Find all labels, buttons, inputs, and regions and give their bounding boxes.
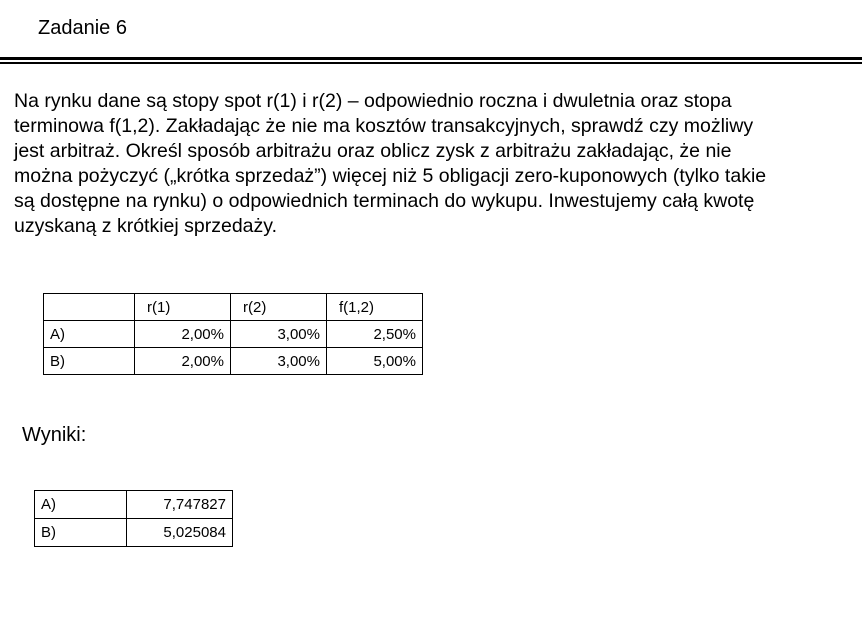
row-label: A) bbox=[44, 321, 135, 348]
table-header-cell: f(1,2) bbox=[327, 294, 423, 321]
table-cell: 3,00% bbox=[231, 321, 327, 348]
table-header-cell: r(1) bbox=[135, 294, 231, 321]
table-cell: 7,747827 bbox=[127, 491, 233, 519]
table-cell: 5,00% bbox=[327, 348, 423, 375]
paragraph-line: są dostępne na rynku) o odpowiednich terminach do wykupu. Inwestujemy całą kwotę bbox=[14, 190, 755, 212]
table-row bbox=[44, 321, 423, 348]
table-cell: 2,50% bbox=[327, 321, 423, 348]
row-label: B) bbox=[35, 519, 127, 547]
paragraph-line: uzyskaną z krótkiej sprzedaży. bbox=[14, 215, 277, 237]
header-rule-thin bbox=[0, 62, 862, 64]
rates-table bbox=[43, 293, 423, 375]
paragraph-line: można pożyczyć („krótka sprzedaż”) więcej niż 5 obligacji zero-kuponowych (tylko takie bbox=[14, 165, 767, 187]
table-header-row bbox=[44, 294, 423, 321]
table-row bbox=[35, 519, 233, 547]
table-row bbox=[35, 491, 233, 519]
table-cell: 5,025084 bbox=[127, 519, 233, 547]
table-row bbox=[44, 348, 423, 375]
page-title: Zadanie 6 bbox=[38, 17, 127, 39]
results-heading: Wyniki: bbox=[22, 424, 87, 446]
table-header-cell bbox=[44, 294, 135, 321]
header-rule-thick bbox=[0, 57, 862, 60]
table-cell: 3,00% bbox=[231, 348, 327, 375]
row-label: A) bbox=[35, 491, 127, 519]
paragraph-line: terminowa f(1,2). Zakładając że nie ma kosztów transakcyjnych, sprawdź czy możliwy bbox=[14, 115, 754, 137]
table-cell: 2,00% bbox=[135, 348, 231, 375]
table-cell: 2,00% bbox=[135, 321, 231, 348]
paragraph-line: jest arbitraż. Określ sposób arbitrażu oraz oblicz zysk z arbitrażu zakładając, że nie bbox=[14, 140, 732, 162]
problem-statement bbox=[14, 89, 854, 239]
table-header-cell: r(2) bbox=[231, 294, 327, 321]
results-table bbox=[34, 490, 233, 547]
row-label: B) bbox=[44, 348, 135, 375]
paragraph-line: Na rynku dane są stopy spot r(1) i r(2) – odpowiednio roczna i dwuletnia oraz stopa bbox=[14, 90, 732, 112]
